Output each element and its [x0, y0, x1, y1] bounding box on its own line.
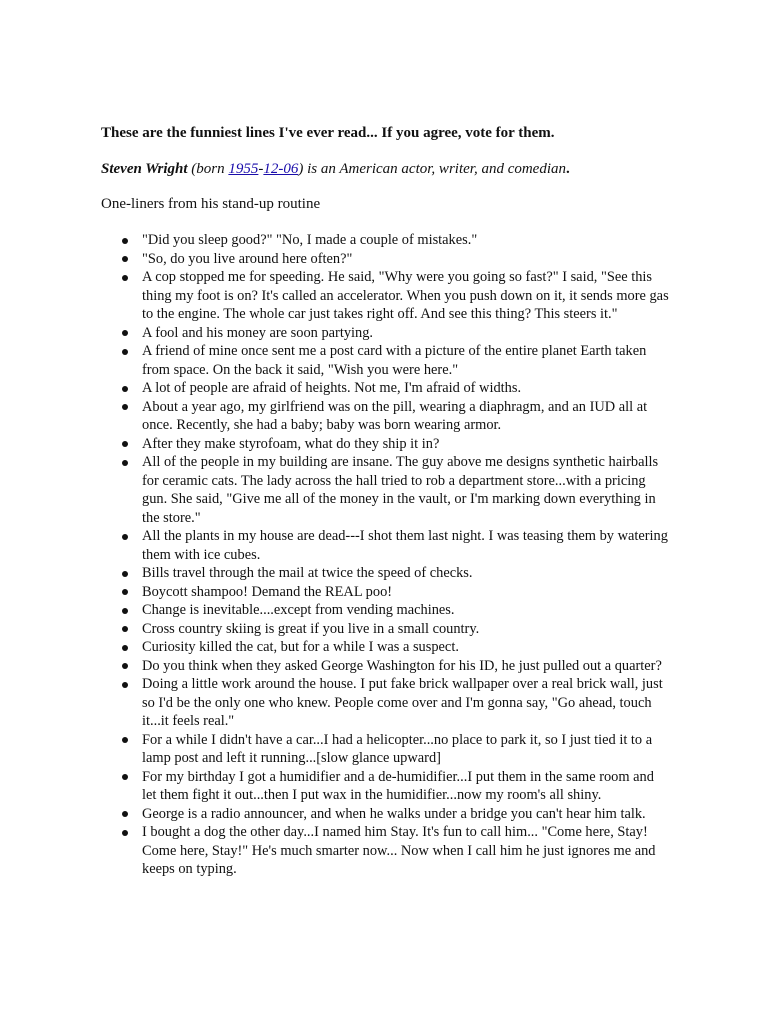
list-item-text: A lot of people are afraid of heights. Not me, I'm afraid of widths. — [142, 380, 522, 396]
bio-born-prefix: (born — [187, 161, 229, 177]
bullet-icon — [122, 238, 128, 244]
list-item — [101, 564, 671, 583]
bullet-icon — [122, 626, 128, 632]
list-item-text: Doing a little work around the house. I put fake brick wallpaper over a real brick wall, just so I'd be the only one who knew. People come over and I'm gonna say, "Go ahead, touch it...it feels real." — [142, 676, 663, 729]
list-item-text: For my birthday I got a humidifier and a de-humidifier...I put them in the same room and let them fight it out...then I put wax in the humidifier...now my room's all shiny. — [142, 768, 654, 803]
list-item-text: George is a radio announcer, and when he walks under a bridge you can't hear him talk. — [142, 805, 646, 822]
list-item-text: Cross country skiing is great if you live in a small country. — [142, 620, 480, 637]
bio-period: . — [566, 161, 570, 177]
list-item-text: All the plants in my house are dead---I shot them last night. I was teasing them by watering them with ice cubes. — [142, 528, 668, 563]
bio-name: Steven Wright — [101, 161, 188, 177]
list-item — [101, 435, 671, 454]
list-item — [101, 620, 671, 639]
list-item-text: "So, do you live around here often?" — [142, 250, 353, 267]
bullet-icon — [122, 330, 128, 336]
list-item-text: After they make styrofoam, what do they ship it in? — [142, 435, 440, 452]
page-heading: These are the funniest lines I've ever read... If you agree, vote for them. — [101, 125, 555, 141]
list-item — [101, 231, 671, 250]
list-item — [101, 583, 671, 602]
list-item — [101, 453, 671, 527]
document-page — [101, 124, 671, 879]
bullet-icon — [122, 663, 128, 669]
bullet-icon — [122, 682, 128, 688]
bullet-icon — [122, 737, 128, 743]
list-item-text: Curiosity killed the cat, but for a while I was a suspect. — [142, 639, 459, 655]
list-item — [101, 342, 671, 379]
list-item — [101, 268, 671, 324]
bullet-icon — [122, 589, 128, 595]
list-item-text: All of the people in my building are insane. The guy above me designs synthetic hairballs for ceramic cats. The lady across the hall tried to rob a department store...with a pricing gun. She said, "Give me all of the money in the vault, or I'm marking down everything in the store." — [142, 454, 659, 526]
list-item — [101, 805, 671, 824]
list-item — [101, 398, 671, 435]
bullet-icon — [122, 774, 128, 780]
bullet-icon — [122, 349, 128, 355]
bullet-icon — [122, 811, 128, 817]
section-subheading: One-liners from his stand-up routine — [101, 196, 321, 212]
list-item-text: Boycott shampoo! Demand the REAL poo! — [142, 583, 393, 600]
list-item — [101, 675, 671, 731]
list-item — [101, 250, 671, 269]
bullet-icon — [122, 275, 128, 281]
list-item-text: A friend of mine once sent me a post card with a picture of the entire planet Earth taken from space. On the back it said, "Wish you were here." — [142, 343, 647, 378]
bullet-icon — [122, 404, 128, 410]
list-item-text: Change is inevitable....except from vending machines. — [142, 602, 455, 618]
list-item — [101, 324, 671, 343]
list-item — [101, 379, 671, 398]
list-item-text: A fool and his money are soon partying. — [142, 324, 374, 341]
list-item-text: About a year ago, my girlfriend was on the pill, wearing a diaphragm, and an IUD all at once. Recently, she had a baby; baby was born wearing armor. — [142, 398, 648, 433]
list-item-text: I bought a dog the other day...I named him Stay. It's fun to call him... "Come here, Stay! Come here, Stay!" He's much smarter now... Now when I call him he just ignores me and keeps on typing. — [142, 824, 656, 877]
bullet-icon — [122, 534, 128, 540]
list-item — [101, 768, 671, 805]
birth-year-link[interactable]: 1955 — [228, 161, 259, 177]
list-item — [101, 527, 671, 564]
bullet-icon — [122, 830, 128, 836]
list-item-text: "Did you sleep good?" "No, I made a couple of mistakes." — [142, 232, 478, 248]
birth-date-link[interactable]: 12-06 — [263, 161, 299, 177]
bio-suffix: ) is an American actor, writer, and comedian — [298, 161, 567, 177]
list-item-text: Bills travel through the mail at twice the speed of checks. — [142, 565, 473, 581]
bullet-icon — [122, 571, 128, 577]
list-item — [101, 657, 671, 676]
list-item-text: For a while I didn't have a car...I had a helicopter...no place to park it, so I just tied it to a lamp post and left it running...[slow glance upward] — [142, 731, 653, 766]
bullet-icon — [122, 645, 128, 651]
bullet-icon — [122, 256, 128, 262]
list-item — [101, 638, 671, 657]
bio-dash: - — [258, 161, 264, 177]
list-item — [101, 731, 671, 768]
one-liner-list — [101, 231, 671, 879]
list-item — [101, 823, 671, 879]
bullet-icon — [122, 441, 128, 447]
bullet-icon — [122, 386, 128, 392]
bio-line — [101, 160, 671, 178]
list-item-text: A cop stopped me for speeding. He said, "Why were you going so fast?" I said, "See this thing my foot is on? It's called an accelerator. When you push down on it, it sends more gas to the engine. The whole car just takes right off. And see this thing? This steers it." — [142, 269, 669, 322]
bullet-icon — [122, 460, 128, 466]
list-item — [101, 601, 671, 620]
bullet-icon — [122, 608, 128, 614]
list-item-text: Do you think when they asked George Washington for his ID, he just pulled out a quarter? — [142, 657, 662, 674]
